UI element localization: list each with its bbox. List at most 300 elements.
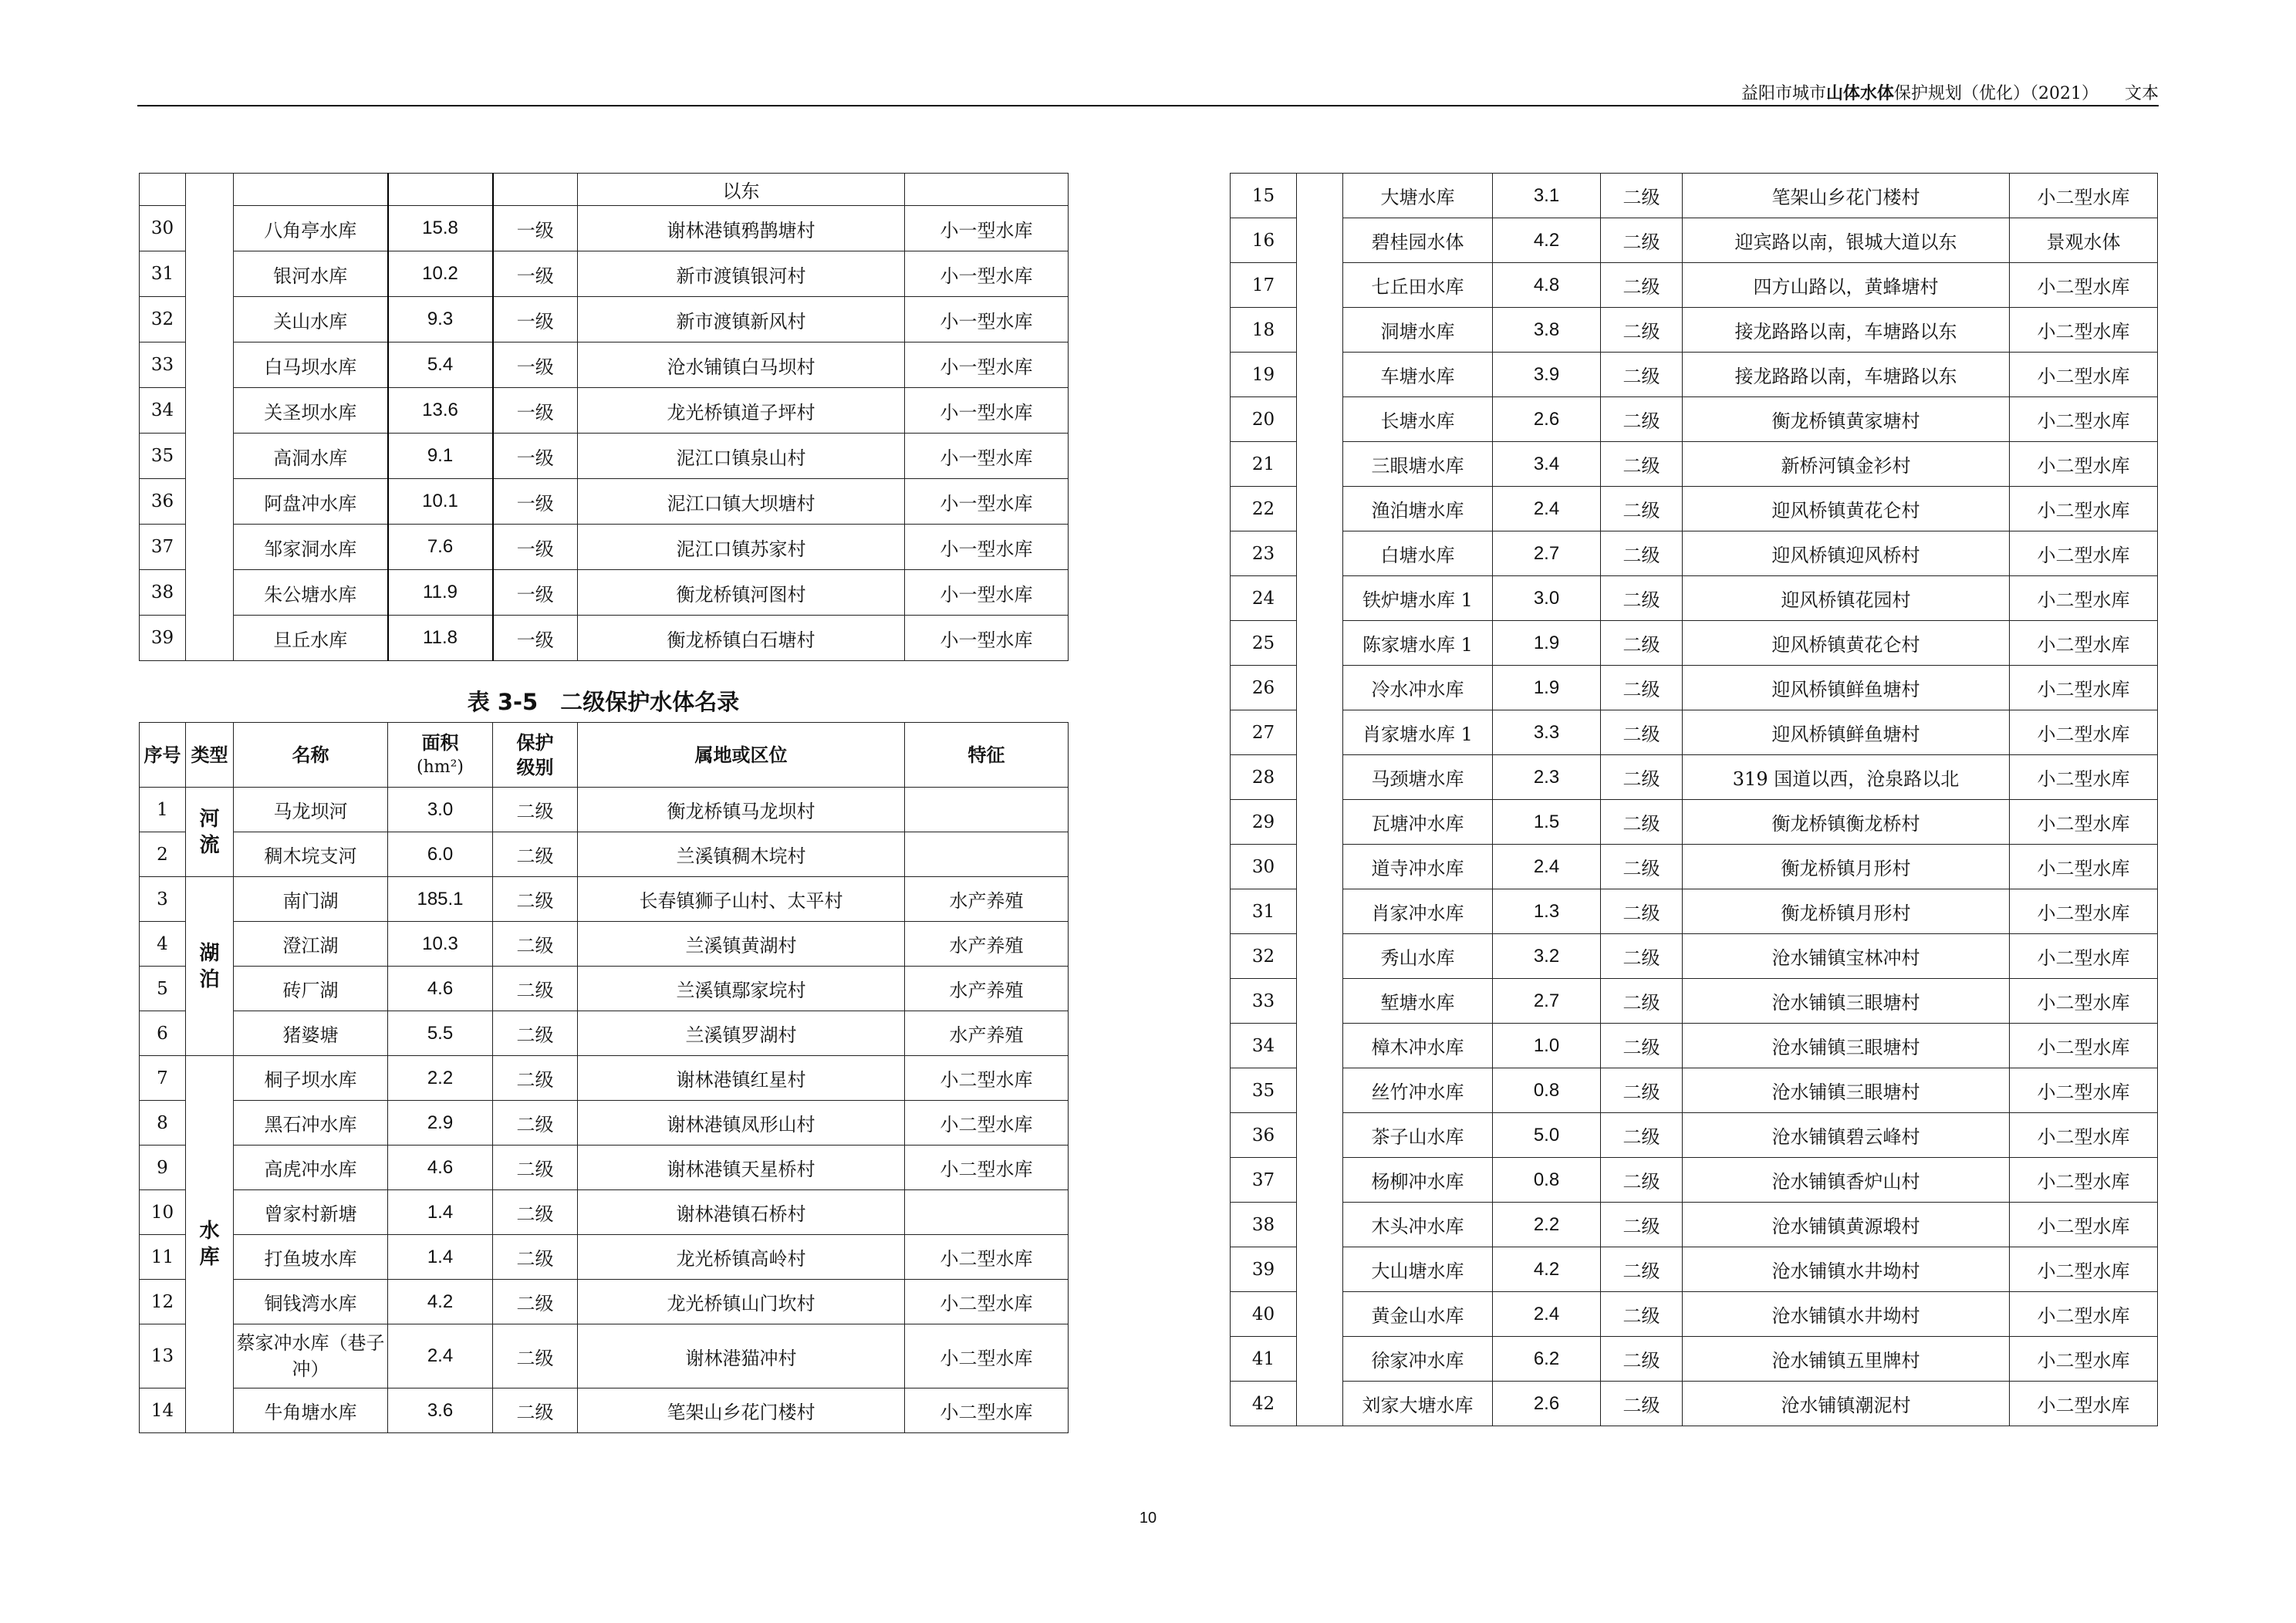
cell-name: 邹家洞水库 [234,525,388,570]
cell-feature: 小二型水库 [2010,934,2158,979]
cell-no: 32 [140,297,186,342]
cell-name: 旦丘水库 [234,616,388,661]
cell-level [493,174,578,206]
cell-level: 二级 [493,1235,578,1280]
cell-location: 兰溪镇鄢家垸村 [578,967,905,1011]
table-row [1231,1247,2158,1292]
cell-level: 一级 [493,434,578,479]
table-row [140,1190,1069,1235]
cell-no: 37 [1231,1158,1297,1203]
table-row [140,206,1069,251]
cell-name: 白塘水库 [1343,531,1493,576]
cell-level: 二级 [1601,979,1683,1024]
cell-no: 36 [140,479,186,525]
cell-name: 关圣坝水库 [234,388,388,434]
cell-name: 茶子山水库 [1343,1113,1493,1158]
cell-feature: 水产养殖 [905,967,1069,1011]
cell-feature: 小一型水库 [905,388,1069,434]
cell-location: 沧水铺镇潮泥村 [1683,1382,2010,1426]
cell-feature: 小二型水库 [2010,308,2158,353]
cell-level: 一级 [493,388,578,434]
cell-level: 二级 [1601,1158,1683,1203]
cell-level: 一级 [493,616,578,661]
header-title-prefix: 益阳市城市 [1741,84,1826,103]
table-row [140,342,1069,388]
cell-location: 319 国道以西，沧泉路以北 [1683,755,2010,800]
cell-location: 谢林港镇红星村 [578,1056,905,1101]
cell-area: 2.2 [1493,1203,1601,1247]
cell-no: 38 [1231,1203,1297,1247]
header-location: 属地或区位 [578,723,905,788]
cell-area: 6.0 [388,832,493,877]
cell-location: 谢林港猫冲村 [578,1324,905,1388]
header-feature: 特征 [905,723,1069,788]
table-row [140,967,1069,1011]
cell-level: 一级 [493,525,578,570]
cell-type [1297,1158,1343,1203]
cell-no: 33 [140,342,186,388]
cell-feature: 小二型水库 [2010,397,2158,442]
cell-type [186,434,234,479]
cell-level: 二级 [493,1388,578,1433]
cell-area: 2.3 [1493,755,1601,800]
cell-name: 马龙坝河 [234,788,388,832]
cell-type [1297,710,1343,755]
cell-name: 大山塘水库 [1343,1247,1493,1292]
header-area-label: 面积 [421,731,459,754]
cell-location: 沧水铺镇水井坳村 [1683,1292,2010,1337]
table-caption: 表 3-5 二级保护水体名录 [467,689,740,715]
cell-area: 2.6 [1493,1382,1601,1426]
table-row [140,570,1069,616]
table-row [1231,263,2158,308]
cell-level: 二级 [1601,1382,1683,1426]
cell-type [1297,1292,1343,1337]
cell-type [1297,889,1343,934]
cell-feature: 小二型水库 [2010,755,2158,800]
cell-name: 高虎冲水库 [234,1146,388,1190]
cell-location: 泥江口镇泉山村 [578,434,905,479]
cell-location: 衡龙桥镇河图村 [578,570,905,616]
cell-area: 3.3 [1493,710,1601,755]
cell-location: 以东 [578,174,905,206]
cell-name: 澄江湖 [234,922,388,967]
cell-location: 笔架山乡花门楼村 [578,1388,905,1433]
cell-location: 接龙路路以南，车塘路以东 [1683,353,2010,397]
cell-feature: 小二型水库 [2010,531,2158,576]
cell-level: 二级 [1601,308,1683,353]
cell-location: 迎风桥镇花园村 [1683,576,2010,621]
cell-level: 一级 [493,206,578,251]
cell-location: 长春镇狮子山村、太平村 [578,877,905,922]
cell-name: 肖家塘水库 1 [1343,710,1493,755]
cell-feature: 小一型水库 [905,251,1069,297]
cell-area: 1.9 [1493,621,1601,666]
cell-location: 沧水铺镇水井坳村 [1683,1247,2010,1292]
cell-type [1297,1024,1343,1068]
table-row [1231,710,2158,755]
table-row [140,922,1069,967]
cell-location: 龙光桥镇山门坎村 [578,1280,905,1324]
cell-feature: 小二型水库 [2010,1337,2158,1382]
table-row [140,479,1069,525]
header-doc-type: 文本 [2124,84,2159,103]
cell-name: 铜钱湾水库 [234,1280,388,1324]
cell-no: 38 [140,570,186,616]
table-row [1231,755,2158,800]
cell-type [1297,576,1343,621]
cell-type [1297,174,1343,218]
cell-level: 二级 [1601,442,1683,487]
header-no: 序号 [140,723,186,788]
cell-level: 一级 [493,251,578,297]
cell-area: 2.4 [388,1324,493,1388]
cell-location: 沧水铺镇五里牌村 [1683,1337,2010,1382]
table-row [1231,1382,2158,1426]
cell-feature: 小二型水库 [905,1056,1069,1101]
cell-type [1297,934,1343,979]
cell-area: 185.1 [388,877,493,922]
cell-name: 曾家村新塘 [234,1190,388,1235]
table-row [140,1146,1069,1190]
cell-name: 樟木冲水库 [1343,1024,1493,1068]
cell-location: 迎风桥镇黄花仑村 [1683,487,2010,531]
cell-location: 沧水铺镇宝林冲村 [1683,934,2010,979]
cell-level: 二级 [493,922,578,967]
header-rule [137,105,2159,106]
cell-type [1297,1247,1343,1292]
cell-area: 1.9 [1493,666,1601,710]
cell-area: 5.0 [1493,1113,1601,1158]
header-title-bold: 山体水体 [1825,83,1894,103]
cell-level: 二级 [1601,755,1683,800]
cell-type [186,479,234,525]
cell-location: 笔架山乡花门楼村 [1683,174,2010,218]
cell-location: 龙光桥镇道子坪村 [578,388,905,434]
cell-feature: 小一型水库 [905,297,1069,342]
cell-feature: 小二型水库 [2010,1024,2158,1068]
cell-level: 二级 [1601,1337,1683,1382]
cell-feature [905,788,1069,832]
cell-area: 11.8 [388,616,493,661]
table-row [1231,1158,2158,1203]
cell-name: 长塘水库 [1343,397,1493,442]
cell-level: 二级 [493,1056,578,1101]
cell-area: 2.4 [1493,487,1601,531]
cell-feature: 小一型水库 [905,616,1069,661]
cell-feature: 小一型水库 [905,570,1069,616]
cell-name [234,174,388,206]
cell-name: 八角亭水库 [234,206,388,251]
cell-name: 道寺冲水库 [1343,845,1493,889]
cell-level: 二级 [1601,531,1683,576]
table-row [1231,621,2158,666]
cell-level: 二级 [1601,710,1683,755]
table-row [1231,308,2158,353]
cell-no: 33 [1231,979,1297,1024]
table-row [140,1011,1069,1056]
cell-name: 砖厂湖 [234,967,388,1011]
cell-name: 杨柳冲水库 [1343,1158,1493,1203]
cell-feature: 小二型水库 [905,1235,1069,1280]
cell-feature: 小一型水库 [905,206,1069,251]
cell-location: 沧水铺镇三眼塘村 [1683,979,2010,1024]
cell-type [186,616,234,661]
cell-no: 5 [140,967,186,1011]
cell-area: 1.4 [388,1235,493,1280]
cell-feature: 小二型水库 [2010,621,2158,666]
table-row [140,1056,1069,1101]
cell-no: 23 [1231,531,1297,576]
cell-no: 34 [140,388,186,434]
cell-type [186,570,234,616]
cell-feature: 水产养殖 [905,922,1069,967]
cell-name: 渔泊塘水库 [1343,487,1493,531]
cell-name: 马颈塘水库 [1343,755,1493,800]
cell-no: 30 [140,206,186,251]
table-row [1231,218,2158,263]
table-row [1231,889,2158,934]
cell-location: 泥江口镇大坝塘村 [578,479,905,525]
cell-location: 迎宾路以南，银城大道以东 [1683,218,2010,263]
cell-feature: 小二型水库 [2010,353,2158,397]
cell-no: 13 [140,1324,186,1388]
cell-feature: 小二型水库 [2010,979,2158,1024]
cell-no: 36 [1231,1113,1297,1158]
cell-name: 冷水冲水库 [1343,666,1493,710]
cell-area: 3.8 [1493,308,1601,353]
cell-name: 白马坝水库 [234,342,388,388]
cell-area: 6.2 [1493,1337,1601,1382]
cell-name: 瓦塘冲水库 [1343,800,1493,845]
table-row [140,1388,1069,1433]
cell-area: 11.9 [388,570,493,616]
cell-location: 迎风桥镇迎风桥村 [1683,531,2010,576]
cell-area: 2.4 [1493,1292,1601,1337]
running-header [1741,80,2159,104]
cell-area: 3.0 [388,788,493,832]
cell-no: 24 [1231,576,1297,621]
cell-no: 26 [1231,666,1297,710]
cell-location: 四方山路以，黄蜂塘村 [1683,263,2010,308]
cell-type [1297,263,1343,308]
secondary-water-table-left [139,722,1069,1433]
table-row [1231,845,2158,889]
table-row [1231,1337,2158,1382]
cell-area: 1.5 [1493,800,1601,845]
cell-name: 铁炉塘水库 1 [1343,576,1493,621]
cell-name: 朱公塘水库 [234,570,388,616]
cell-feature: 小二型水库 [905,1324,1069,1388]
cell-no: 39 [140,616,186,661]
cell-area: 2.7 [1493,531,1601,576]
cell-level: 二级 [1601,397,1683,442]
cell-no: 41 [1231,1337,1297,1382]
cell-name: 大塘水库 [1343,174,1493,218]
table-row [1231,174,2158,218]
cell-feature: 小二型水库 [2010,1382,2158,1426]
cell-area: 3.2 [1493,934,1601,979]
cell-feature: 小二型水库 [2010,1203,2158,1247]
cell-area: 0.8 [1493,1068,1601,1113]
table-row [140,1235,1069,1280]
table-row [140,388,1069,434]
cell-location: 谢林港镇石桥村 [578,1190,905,1235]
cell-level: 二级 [1601,1247,1683,1292]
cell-name: 三眼塘水库 [1343,442,1493,487]
cell-level: 二级 [1601,621,1683,666]
cell-type [1297,218,1343,263]
cell-no: 2 [140,832,186,877]
table-row [1231,934,2158,979]
cell-no: 31 [1231,889,1297,934]
cell-location: 沧水铺镇香炉山村 [1683,1158,2010,1203]
cell-no: 30 [1231,845,1297,889]
cell-location: 衡龙桥镇马龙坝村 [578,788,905,832]
table-row [1231,576,2158,621]
cell-level: 二级 [1601,800,1683,845]
type-lake: 湖泊 [186,877,234,1056]
cell-feature: 小二型水库 [905,1280,1069,1324]
cell-level: 一级 [493,297,578,342]
cell-location: 沧水铺镇碧云峰村 [1683,1113,2010,1158]
cell-location: 沧水铺镇黄源塅村 [1683,1203,2010,1247]
secondary-water-table-right [1230,173,2158,1426]
cell-name: 洞塘水库 [1343,308,1493,353]
cell-area: 13.6 [388,388,493,434]
cell-no: 40 [1231,1292,1297,1337]
table-row [140,434,1069,479]
cell-level: 二级 [1601,353,1683,397]
table-row [1231,666,2158,710]
table-row [1231,800,2158,845]
cell-feature: 小二型水库 [2010,666,2158,710]
cell-feature: 小二型水库 [2010,263,2158,308]
cell-feature [905,1190,1069,1235]
cell-type [186,251,234,297]
cell-name: 肖家冲水库 [1343,889,1493,934]
table-row [140,832,1069,877]
cell-area: 1.3 [1493,889,1601,934]
cell-no: 31 [140,251,186,297]
cell-type [1297,397,1343,442]
cell-no: 7 [140,1056,186,1101]
cell-level: 二级 [1601,666,1683,710]
cell-location: 衡龙桥镇月形村 [1683,889,2010,934]
table-row [1231,979,2158,1024]
cell-name: 徐家冲水库 [1343,1337,1493,1382]
cell-no: 29 [1231,800,1297,845]
cell-name: 刘家大塘水库 [1343,1382,1493,1426]
cell-area: 3.6 [388,1388,493,1433]
cell-type [1297,353,1343,397]
cell-level: 二级 [1601,576,1683,621]
cell-name: 秀山水库 [1343,934,1493,979]
cell-feature: 小二型水库 [2010,889,2158,934]
cell-location: 泥江口镇苏家村 [578,525,905,570]
cell-location: 龙光桥镇高岭村 [578,1235,905,1280]
cell-type [1297,308,1343,353]
cell-area: 9.1 [388,434,493,479]
cell-area: 2.2 [388,1056,493,1101]
cell-area: 10.3 [388,922,493,967]
cell-area: 5.4 [388,342,493,388]
cell-type [1297,442,1343,487]
cell-no: 32 [1231,934,1297,979]
cell-feature: 小二型水库 [2010,442,2158,487]
cell-level: 二级 [1601,845,1683,889]
cell-type [1297,755,1343,800]
cell-location: 谢林港镇鸦鹊塘村 [578,206,905,251]
cell-no: 6 [140,1011,186,1056]
cell-no: 22 [1231,487,1297,531]
cell-type [1297,531,1343,576]
cell-level: 二级 [493,788,578,832]
cell-level: 二级 [1601,934,1683,979]
cell-area: 15.8 [388,206,493,251]
cell-area: 4.2 [1493,1247,1601,1292]
cell-area: 9.3 [388,297,493,342]
table-row [140,616,1069,661]
cell-name: 南门湖 [234,877,388,922]
header-level: 保护级别 [493,723,578,788]
cell-type [1297,1203,1343,1247]
cell-no: 35 [140,434,186,479]
cell-level: 一级 [493,570,578,616]
cell-area: 3.0 [1493,576,1601,621]
cell-level: 二级 [493,832,578,877]
cell-no: 34 [1231,1024,1297,1068]
cell-area: 1.4 [388,1190,493,1235]
cell-no: 35 [1231,1068,1297,1113]
cell-no: 37 [140,525,186,570]
cell-no: 25 [1231,621,1297,666]
cell-type [1297,1382,1343,1426]
cell-no: 8 [140,1101,186,1146]
cell-feature: 小二型水库 [905,1388,1069,1433]
cell-no: 19 [1231,353,1297,397]
table-row [1231,1203,2158,1247]
cell-no: 17 [1231,263,1297,308]
cell-name: 黑石冲水库 [234,1101,388,1146]
cell-area: 3.9 [1493,353,1601,397]
cell-no: 10 [140,1190,186,1235]
cell-no: 21 [1231,442,1297,487]
cell-name: 堑塘水库 [1343,979,1493,1024]
cell-feature: 小二型水库 [905,1146,1069,1190]
cell-feature: 景观水体 [2010,218,2158,263]
page-number: 10 [1139,1510,1157,1527]
table-row [1231,442,2158,487]
cell-feature: 小二型水库 [2010,800,2158,845]
cell-type [186,174,234,206]
cell-feature [905,174,1069,206]
cell-feature: 小二型水库 [2010,845,2158,889]
cell-type [1297,800,1343,845]
cell-area: 7.6 [388,525,493,570]
table-row [1231,1068,2158,1113]
cell-area: 4.6 [388,1146,493,1190]
cell-type [186,342,234,388]
table-row [140,297,1069,342]
header-type: 类型 [186,723,234,788]
cell-feature: 小二型水库 [2010,487,2158,531]
cell-area: 0.8 [1493,1158,1601,1203]
header-name: 名称 [234,723,388,788]
cell-area [388,174,493,206]
cell-feature: 小一型水库 [905,434,1069,479]
cell-area: 2.9 [388,1101,493,1146]
